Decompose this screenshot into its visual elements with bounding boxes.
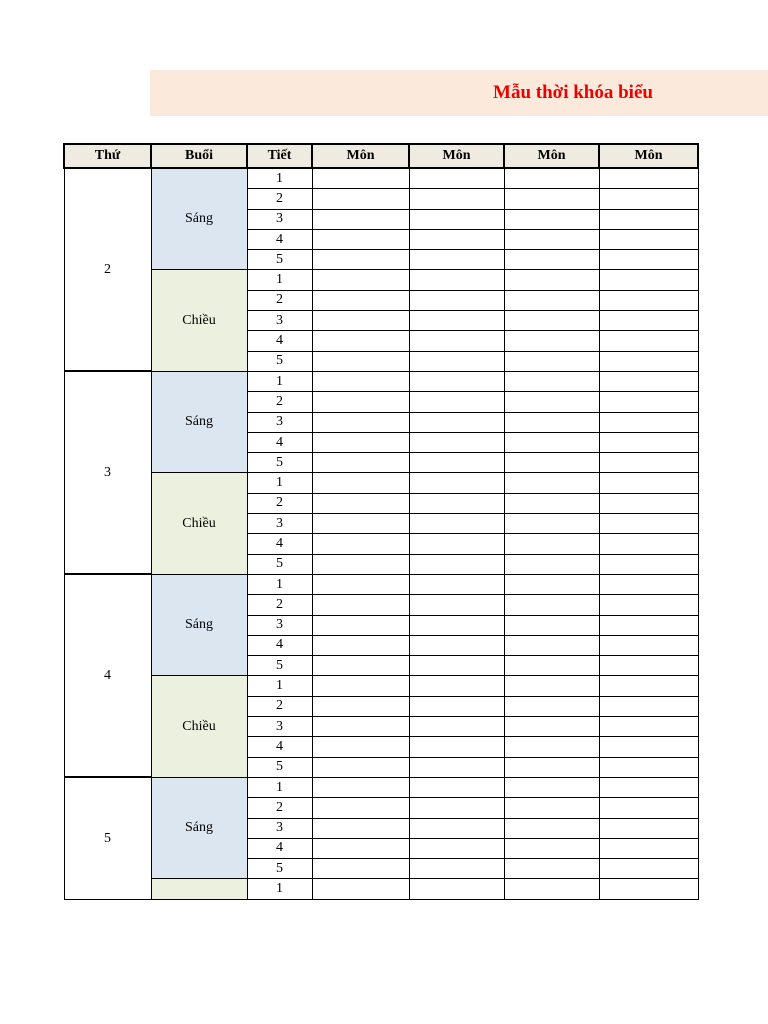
period-cell: 2 bbox=[247, 798, 312, 818]
subject-cell[interactable] bbox=[409, 595, 504, 615]
day-cell: 2 bbox=[64, 168, 151, 371]
subject-cell[interactable] bbox=[409, 351, 504, 371]
subject-cell[interactable] bbox=[599, 250, 698, 270]
subject-cell[interactable] bbox=[409, 493, 504, 513]
header-mon-4: Môn bbox=[599, 144, 698, 168]
table-row bbox=[64, 676, 698, 696]
subject-cell[interactable] bbox=[504, 534, 599, 554]
subject-cell[interactable] bbox=[599, 371, 698, 391]
subject-cell[interactable] bbox=[409, 189, 504, 209]
period-cell: 5 bbox=[247, 859, 312, 879]
subject-cell[interactable] bbox=[599, 879, 698, 899]
subject-cell[interactable] bbox=[599, 412, 698, 432]
subject-cell[interactable] bbox=[312, 595, 409, 615]
period-cell: 3 bbox=[247, 514, 312, 534]
subject-cell[interactable] bbox=[312, 392, 409, 412]
subject-cell[interactable] bbox=[599, 290, 698, 310]
subject-cell[interactable] bbox=[504, 676, 599, 696]
session-afternoon-cell: Chiều bbox=[151, 676, 247, 777]
period-cell: 4 bbox=[247, 838, 312, 858]
subject-cell[interactable] bbox=[504, 737, 599, 757]
subject-cell[interactable] bbox=[504, 554, 599, 574]
subject-cell[interactable] bbox=[312, 351, 409, 371]
subject-cell[interactable] bbox=[312, 737, 409, 757]
subject-cell[interactable] bbox=[599, 574, 698, 594]
subject-cell[interactable] bbox=[312, 818, 409, 838]
period-cell: 3 bbox=[247, 311, 312, 331]
subject-cell[interactable] bbox=[599, 514, 698, 534]
subject-cell[interactable] bbox=[409, 270, 504, 290]
subject-cell[interactable] bbox=[599, 554, 698, 574]
day-cell: 3 bbox=[64, 371, 151, 574]
subject-cell[interactable] bbox=[599, 209, 698, 229]
subject-cell[interactable] bbox=[504, 696, 599, 716]
subject-cell[interactable] bbox=[409, 473, 504, 493]
subject-cell[interactable] bbox=[409, 453, 504, 473]
subject-cell[interactable] bbox=[504, 818, 599, 838]
subject-cell[interactable] bbox=[504, 432, 599, 452]
subject-cell[interactable] bbox=[409, 514, 504, 534]
header-row bbox=[64, 144, 698, 168]
subject-cell[interactable] bbox=[409, 229, 504, 249]
period-cell: 3 bbox=[247, 717, 312, 737]
period-cell: 2 bbox=[247, 189, 312, 209]
subject-cell[interactable] bbox=[504, 838, 599, 858]
subject-cell[interactable] bbox=[409, 656, 504, 676]
subject-cell[interactable] bbox=[312, 838, 409, 858]
header-mon-2: Môn bbox=[409, 144, 504, 168]
subject-cell[interactable] bbox=[312, 453, 409, 473]
subject-cell[interactable] bbox=[312, 473, 409, 493]
subject-cell[interactable] bbox=[504, 757, 599, 777]
subject-cell[interactable] bbox=[599, 757, 698, 777]
subject-cell[interactable] bbox=[504, 777, 599, 797]
subject-cell[interactable] bbox=[409, 392, 504, 412]
subject-cell[interactable] bbox=[599, 453, 698, 473]
period-cell: 5 bbox=[247, 250, 312, 270]
subject-cell[interactable] bbox=[504, 371, 599, 391]
period-cell: 1 bbox=[247, 168, 312, 189]
subject-cell[interactable] bbox=[312, 514, 409, 534]
subject-cell[interactable] bbox=[409, 574, 504, 594]
subject-cell[interactable] bbox=[312, 189, 409, 209]
subject-cell[interactable] bbox=[504, 859, 599, 879]
subject-cell[interactable] bbox=[312, 696, 409, 716]
header-mon-1: Môn bbox=[312, 144, 409, 168]
subject-cell[interactable] bbox=[409, 615, 504, 635]
subject-cell[interactable] bbox=[504, 351, 599, 371]
session-afternoon-cell: Chiều bbox=[151, 473, 247, 574]
subject-cell[interactable] bbox=[312, 270, 409, 290]
subject-cell[interactable] bbox=[599, 351, 698, 371]
period-cell: 3 bbox=[247, 412, 312, 432]
subject-cell[interactable] bbox=[504, 270, 599, 290]
subject-cell[interactable] bbox=[312, 777, 409, 797]
period-cell: 2 bbox=[247, 696, 312, 716]
subject-cell[interactable] bbox=[409, 250, 504, 270]
period-cell: 5 bbox=[247, 554, 312, 574]
subject-cell[interactable] bbox=[599, 189, 698, 209]
subject-cell[interactable] bbox=[409, 737, 504, 757]
subject-cell[interactable] bbox=[599, 493, 698, 513]
subject-cell[interactable] bbox=[504, 717, 599, 737]
subject-cell[interactable] bbox=[504, 514, 599, 534]
subject-cell[interactable] bbox=[599, 737, 698, 757]
subject-cell[interactable] bbox=[599, 777, 698, 797]
subject-cell[interactable] bbox=[312, 311, 409, 331]
subject-cell[interactable] bbox=[409, 635, 504, 655]
header-buoi: Buổi bbox=[151, 144, 247, 168]
subject-cell[interactable] bbox=[409, 311, 504, 331]
subject-cell[interactable] bbox=[599, 859, 698, 879]
subject-cell[interactable] bbox=[599, 595, 698, 615]
subject-cell[interactable] bbox=[504, 331, 599, 351]
subject-cell[interactable] bbox=[409, 534, 504, 554]
subject-cell[interactable] bbox=[504, 412, 599, 432]
period-cell: 1 bbox=[247, 270, 312, 290]
subject-cell[interactable] bbox=[409, 331, 504, 351]
subject-cell[interactable] bbox=[312, 656, 409, 676]
subject-cell[interactable] bbox=[312, 554, 409, 574]
table-row bbox=[64, 473, 698, 493]
subject-cell[interactable] bbox=[599, 717, 698, 737]
subject-cell[interactable] bbox=[504, 209, 599, 229]
subject-cell[interactable] bbox=[599, 656, 698, 676]
session-morning-cell: Sáng bbox=[151, 777, 247, 878]
subject-cell[interactable] bbox=[312, 250, 409, 270]
subject-cell[interactable] bbox=[409, 696, 504, 716]
subject-cell[interactable] bbox=[599, 676, 698, 696]
period-cell: 1 bbox=[247, 777, 312, 797]
day-cell: 4 bbox=[64, 574, 151, 777]
subject-cell[interactable] bbox=[599, 838, 698, 858]
header-mon-3: Môn bbox=[504, 144, 599, 168]
period-cell: 4 bbox=[247, 432, 312, 452]
subject-cell[interactable] bbox=[312, 331, 409, 351]
subject-cell[interactable] bbox=[312, 757, 409, 777]
period-cell: 4 bbox=[247, 534, 312, 554]
subject-cell[interactable] bbox=[599, 311, 698, 331]
period-cell: 1 bbox=[247, 879, 312, 899]
subject-cell[interactable] bbox=[409, 777, 504, 797]
subject-cell[interactable] bbox=[409, 879, 504, 899]
subject-cell[interactable] bbox=[599, 534, 698, 554]
subject-cell[interactable] bbox=[312, 371, 409, 391]
day-cell: 5 bbox=[64, 777, 151, 899]
period-cell: 1 bbox=[247, 371, 312, 391]
session-afternoon-cell bbox=[151, 879, 247, 899]
period-cell: 1 bbox=[247, 676, 312, 696]
subject-cell[interactable] bbox=[312, 615, 409, 635]
subject-cell[interactable] bbox=[599, 168, 698, 189]
subject-cell[interactable] bbox=[504, 229, 599, 249]
subject-cell[interactable] bbox=[504, 595, 599, 615]
subject-cell[interactable] bbox=[409, 818, 504, 838]
subject-cell[interactable] bbox=[504, 392, 599, 412]
subject-cell[interactable] bbox=[409, 371, 504, 391]
table-row bbox=[64, 270, 698, 290]
subject-cell[interactable] bbox=[504, 493, 599, 513]
period-cell: 2 bbox=[247, 290, 312, 310]
period-cell: 5 bbox=[247, 656, 312, 676]
subject-cell[interactable] bbox=[599, 818, 698, 838]
subject-cell[interactable] bbox=[504, 635, 599, 655]
subject-cell[interactable] bbox=[312, 432, 409, 452]
subject-cell[interactable] bbox=[599, 473, 698, 493]
subject-cell[interactable] bbox=[504, 574, 599, 594]
subject-cell[interactable] bbox=[409, 676, 504, 696]
session-morning-cell: Sáng bbox=[151, 168, 247, 270]
subject-cell[interactable] bbox=[504, 250, 599, 270]
subject-cell[interactable] bbox=[504, 290, 599, 310]
subject-cell[interactable] bbox=[409, 717, 504, 737]
subject-cell[interactable] bbox=[409, 209, 504, 229]
subject-cell[interactable] bbox=[504, 473, 599, 493]
subject-cell[interactable] bbox=[409, 432, 504, 452]
subject-cell[interactable] bbox=[409, 757, 504, 777]
subject-cell[interactable] bbox=[599, 270, 698, 290]
table-row bbox=[64, 879, 698, 899]
subject-cell[interactable] bbox=[504, 615, 599, 635]
period-cell: 4 bbox=[247, 635, 312, 655]
header-tiet: Tiết bbox=[247, 144, 312, 168]
subject-cell[interactable] bbox=[504, 656, 599, 676]
period-cell: 5 bbox=[247, 351, 312, 371]
timetable bbox=[63, 143, 699, 900]
subject-cell[interactable] bbox=[504, 453, 599, 473]
subject-cell[interactable] bbox=[312, 574, 409, 594]
subject-cell[interactable] bbox=[504, 168, 599, 189]
period-cell: 3 bbox=[247, 615, 312, 635]
subject-cell[interactable] bbox=[409, 798, 504, 818]
subject-cell[interactable] bbox=[312, 412, 409, 432]
subject-cell[interactable] bbox=[312, 717, 409, 737]
table-row bbox=[64, 574, 698, 594]
subject-cell[interactable] bbox=[599, 696, 698, 716]
table-row bbox=[64, 371, 698, 391]
timetable-body bbox=[64, 168, 698, 899]
page-title: Mẫu thời khóa biểu bbox=[493, 82, 653, 103]
subject-cell[interactable] bbox=[599, 615, 698, 635]
subject-cell[interactable] bbox=[312, 635, 409, 655]
subject-cell[interactable] bbox=[312, 879, 409, 899]
subject-cell[interactable] bbox=[312, 493, 409, 513]
period-cell: 4 bbox=[247, 229, 312, 249]
subject-cell[interactable] bbox=[504, 311, 599, 331]
subject-cell[interactable] bbox=[599, 392, 698, 412]
period-cell: 3 bbox=[247, 209, 312, 229]
subject-cell[interactable] bbox=[409, 838, 504, 858]
subject-cell[interactable] bbox=[409, 859, 504, 879]
period-cell: 4 bbox=[247, 737, 312, 757]
period-cell: 5 bbox=[247, 453, 312, 473]
subject-cell[interactable] bbox=[599, 432, 698, 452]
period-cell: 2 bbox=[247, 595, 312, 615]
subject-cell[interactable] bbox=[312, 859, 409, 879]
subject-cell[interactable] bbox=[599, 798, 698, 818]
period-cell: 4 bbox=[247, 331, 312, 351]
subject-cell[interactable] bbox=[312, 209, 409, 229]
period-cell: 5 bbox=[247, 757, 312, 777]
subject-cell[interactable] bbox=[312, 229, 409, 249]
subject-cell[interactable] bbox=[599, 229, 698, 249]
session-morning-cell: Sáng bbox=[151, 574, 247, 675]
subject-cell[interactable] bbox=[312, 290, 409, 310]
subject-cell[interactable] bbox=[409, 554, 504, 574]
session-afternoon-cell: Chiều bbox=[151, 270, 247, 371]
period-cell: 2 bbox=[247, 392, 312, 412]
period-cell: 2 bbox=[247, 493, 312, 513]
table-row bbox=[64, 777, 698, 797]
period-cell: 1 bbox=[247, 473, 312, 493]
session-morning-cell: Sáng bbox=[151, 371, 247, 472]
subject-cell[interactable] bbox=[504, 798, 599, 818]
subject-cell[interactable] bbox=[312, 798, 409, 818]
subject-cell[interactable] bbox=[504, 879, 599, 899]
subject-cell[interactable] bbox=[312, 676, 409, 696]
subject-cell[interactable] bbox=[409, 168, 504, 189]
subject-cell[interactable] bbox=[504, 189, 599, 209]
subject-cell[interactable] bbox=[409, 412, 504, 432]
subject-cell[interactable] bbox=[312, 168, 409, 189]
subject-cell[interactable] bbox=[409, 290, 504, 310]
period-cell: 3 bbox=[247, 818, 312, 838]
table-row bbox=[64, 168, 698, 189]
subject-cell[interactable] bbox=[312, 534, 409, 554]
period-cell: 1 bbox=[247, 574, 312, 594]
subject-cell[interactable] bbox=[599, 635, 698, 655]
header-thu: Thứ bbox=[64, 144, 151, 168]
subject-cell[interactable] bbox=[599, 331, 698, 351]
